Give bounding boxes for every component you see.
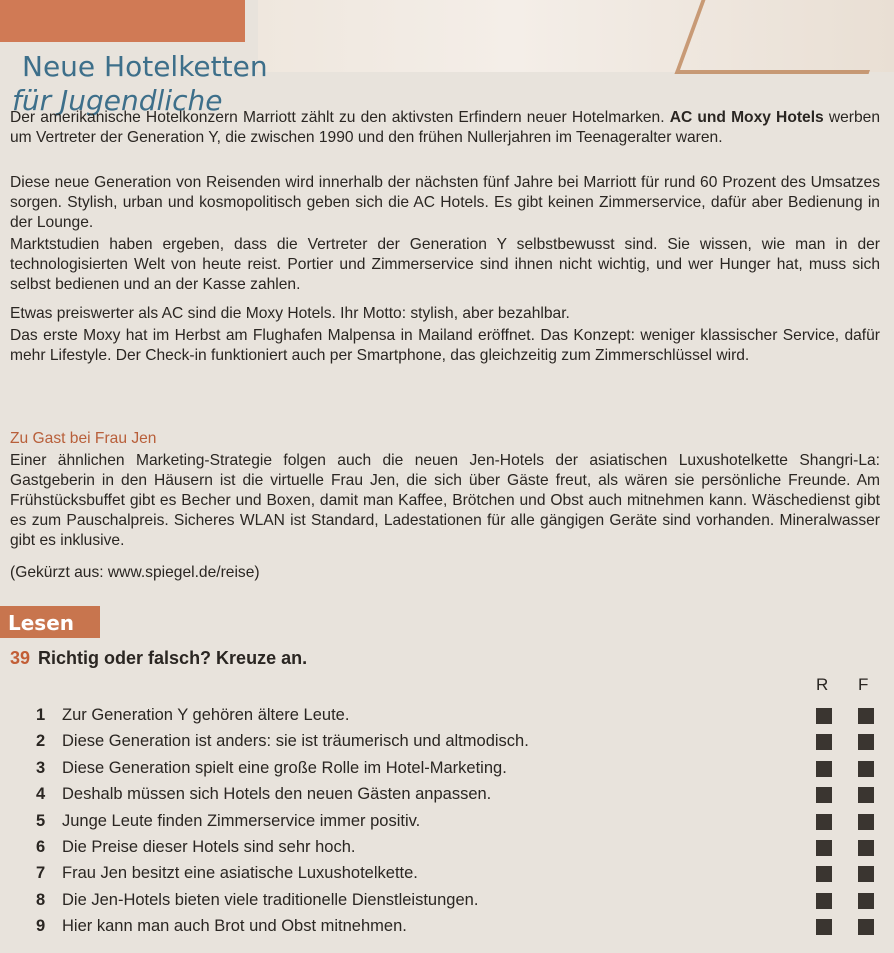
text-run: Der amerikanische Hotelkonzern Marriott zählt zu den aktivsten Erfindern neuer Hotelmarken. xyxy=(10,109,670,126)
question-item xyxy=(36,759,876,785)
question-text: Frau Jen besitzt eine asiatische Luxushotelkette. xyxy=(62,864,418,883)
question-text: Die Preise dieser Hotels sind sehr hoch. xyxy=(62,837,356,856)
question-item xyxy=(36,891,876,917)
checkbox-falsch[interactable] xyxy=(858,893,874,909)
column-header-falsch: F xyxy=(858,675,869,694)
article-paragraph-2: Diese neue Generation von Reisenden wird innerhalb der nächsten fünf Jahre bei Marriott für rund 60 Prozent des Umsatzes sorgen. Stylish, urban und kosmopolitisch geben sich die AC Hotels. Es gibt keinen Zimmerservice, dafür aber Bedienung in der Lounge. xyxy=(10,174,880,231)
question-item xyxy=(36,838,876,864)
question-item xyxy=(36,785,876,811)
checkbox-richtig[interactable] xyxy=(816,708,832,724)
article-subheading: Zu Gast bei Frau Jen xyxy=(10,430,157,447)
question-number: 4 xyxy=(36,785,46,804)
question-number: 1 xyxy=(36,706,46,724)
question-text: Hier kann man auch Brot und Obst mitnehmen. xyxy=(62,917,407,936)
checkbox-richtig[interactable] xyxy=(816,919,832,935)
question-text: Deshalb müssen sich Hotels den neuen Gästen anpassen. xyxy=(62,785,492,804)
top-banner xyxy=(0,0,245,42)
question-item xyxy=(36,732,876,758)
checkbox-richtig[interactable] xyxy=(816,840,832,856)
article-paragraph-6: Einer ähnlichen Marketing-Strategie folgen auch die neuen Jen-Hotels der asiatischen Luxushotelkette Shangri-La: Gastgeberin in den Häusern ist die virtuelle Frau Jen, die sich über Gäste freut, als wären sie persönliche Freunde. Am Frühstücksbuffet gibt es Becher und Boxen, damit man Kaffee, Brötchen und Obst auch mitnehmen kann. Wäschedienst gibt es zum Pauschalpreis. Sicheres WLAN ist Standard, Ladestationen für alle gängigen Geräte sind vorhanden. Mineralwasser gibt es inklusive. xyxy=(10,452,880,549)
question-number: 8 xyxy=(36,890,46,909)
question-item xyxy=(36,812,876,838)
checkbox-richtig[interactable] xyxy=(816,761,832,777)
article-paragraph-4: Etwas preiswerter als AC sind die Moxy Hotels. Ihr Motto: stylish, aber bezahlbar. xyxy=(10,305,570,322)
exercise-instruction: Richtig oder falsch? Kreuze an. xyxy=(38,648,308,668)
article-paragraph-5: Das erste Moxy hat im Herbst am Flughafen Malpensa in Mailand eröffnet. Das Konzept: weniger klassischer Service, dafür mehr Lifestyle. Der Check-in funktioniert auch per Smartphone, das gleichzeitig zum Zimmerschlüssel wird. xyxy=(10,327,880,364)
exercise-heading xyxy=(10,648,307,669)
checkbox-richtig[interactable] xyxy=(816,814,832,830)
question-number: 9 xyxy=(36,917,46,936)
column-header-richtig: R xyxy=(816,675,829,694)
checkbox-richtig[interactable] xyxy=(816,866,832,882)
question-text: Die Jen-Hotels bieten viele traditionelle Dienstleistungen. xyxy=(62,890,479,909)
exercise-number: 39 xyxy=(10,648,31,668)
question-number: 7 xyxy=(36,864,46,883)
question-number: 2 xyxy=(36,732,46,751)
page-title: Neue Hotelketten xyxy=(22,50,268,83)
question-item xyxy=(36,917,876,943)
question-number: 5 xyxy=(36,811,46,830)
checkbox-falsch[interactable] xyxy=(858,708,874,724)
checkbox-falsch[interactable] xyxy=(858,734,874,750)
question-text: Junge Leute finden Zimmerservice immer positiv. xyxy=(62,811,421,830)
question-text: Diese Generation ist anders: sie ist träumerisch und altmodisch. xyxy=(62,732,529,751)
question-item xyxy=(36,864,876,890)
checkbox-richtig[interactable] xyxy=(816,734,832,750)
header-illustration xyxy=(258,0,894,72)
question-text: Diese Generation spielt eine große Rolle im Hotel-Marketing. xyxy=(62,758,507,777)
section-tab-label: Lesen xyxy=(8,611,75,635)
chair-illustration xyxy=(675,0,894,74)
checkbox-falsch[interactable] xyxy=(858,787,874,803)
checkbox-falsch[interactable] xyxy=(858,866,874,882)
checkbox-falsch[interactable] xyxy=(858,814,874,830)
text-run: werben um Vertreter der Generation Y, die zwischen 1990 und den frühen Nullerjahren im Teenageralter waren. xyxy=(10,109,880,146)
checkbox-falsch[interactable] xyxy=(858,919,874,935)
question-number: 3 xyxy=(36,758,46,777)
question-item xyxy=(36,706,876,732)
article-source: (Gekürzt aus: www.spiegel.de/reise) xyxy=(10,564,260,581)
checkbox-falsch[interactable] xyxy=(858,761,874,777)
checkbox-richtig[interactable] xyxy=(816,893,832,909)
article-paragraph-3: Marktstudien haben ergeben, dass die Vertreter der Generation Y selbstbewusst sind. Sie wissen, wie man in der technologisierten Welt von heute reist. Portier und Zimmerservice sind ihnen nicht wichtig, und wer Hunger hat, muss sich selbst bedienen und an der Kasse zahlen. xyxy=(10,236,880,293)
article-paragraph-1 xyxy=(10,108,880,148)
checkbox-richtig[interactable] xyxy=(816,787,832,803)
page-subtitle: für Jugendliche xyxy=(12,84,223,117)
question-number: 6 xyxy=(36,837,46,856)
checkbox-falsch[interactable] xyxy=(858,840,874,856)
hotel-brands: AC und Moxy Hotels xyxy=(669,109,824,126)
question-text: Zur Generation Y gehören ältere Leute. xyxy=(62,706,350,724)
question-list xyxy=(36,706,876,944)
